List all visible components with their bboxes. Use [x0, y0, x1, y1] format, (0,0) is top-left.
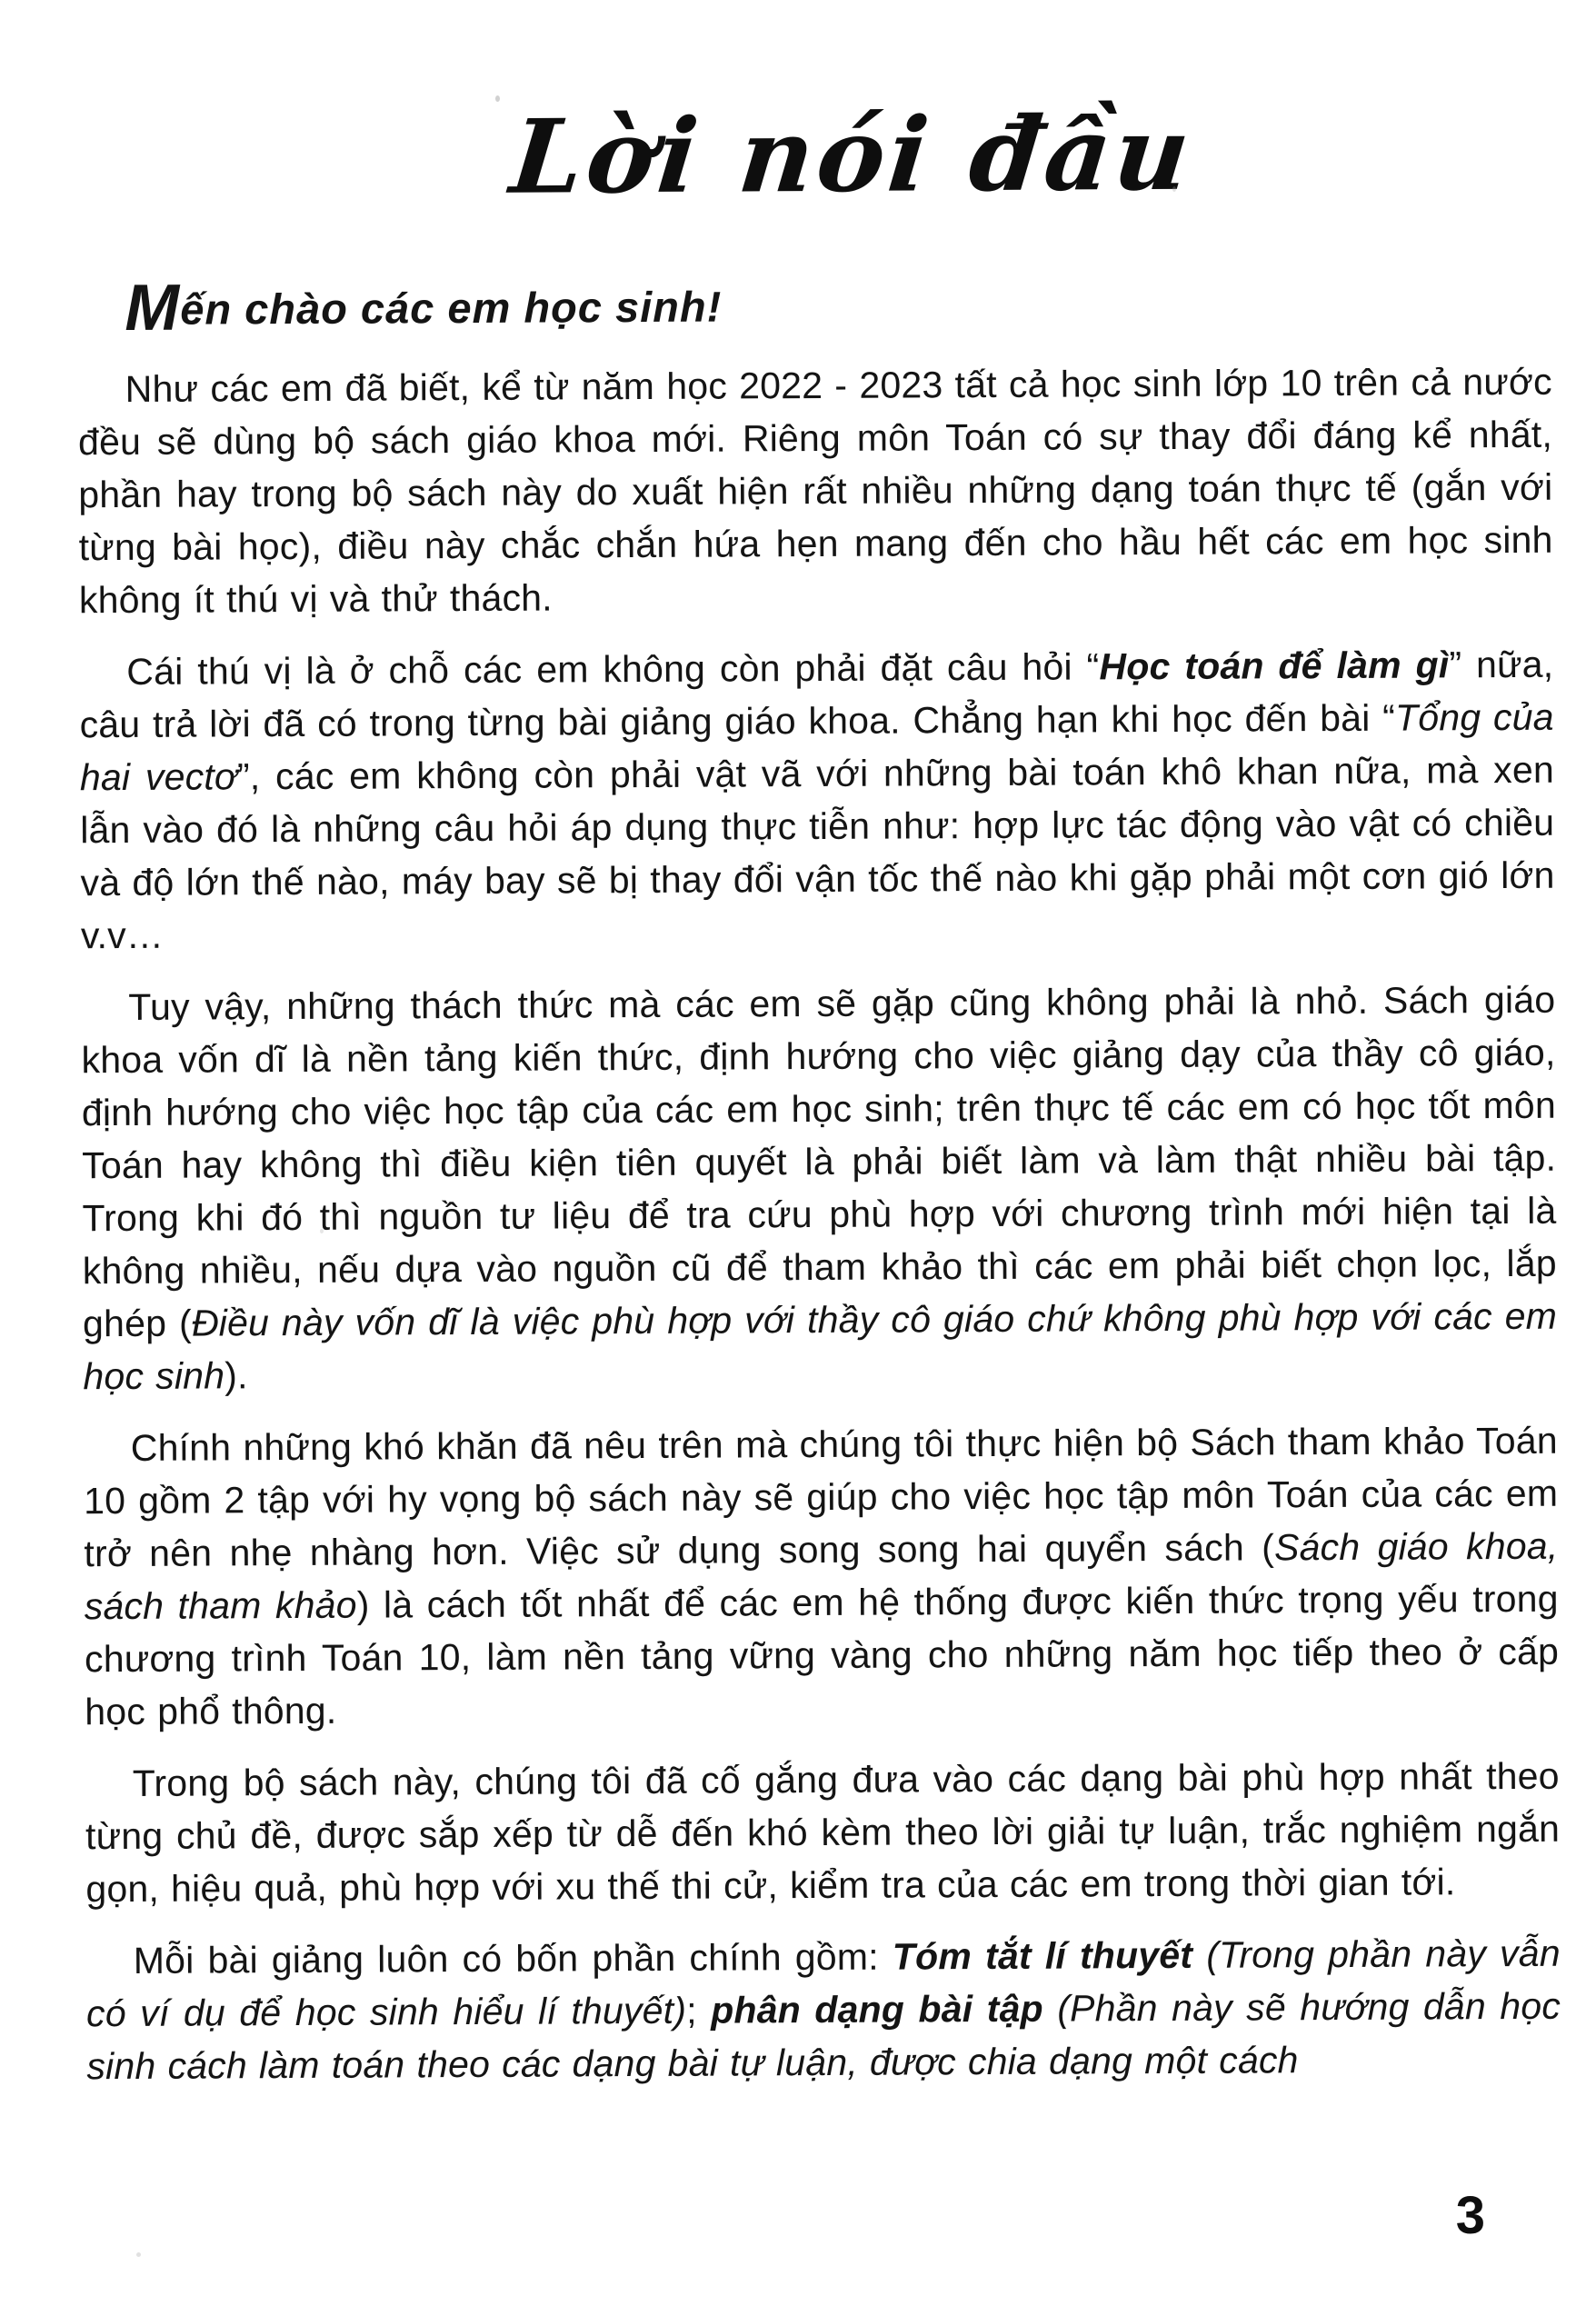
salutation-text: ến chào các em học sinh!	[180, 282, 723, 334]
text-run: …	[125, 913, 165, 957]
text-run: Như các em đã biết, kể từ năm học 2022 - 2023 tất cả học sinh lớp 10 trên cả nước đều sẽ dùng bộ sách giáo khoa mới. Riêng môn Toán có sự thay đổi đáng kể nhất, phần hay trong bộ sách này do xuất hiện rất nhiều những dạng toán thực tế (gắn với từng bài học), điều này chắc chắn hứa hẹn mang đến cho hầu hết các em học sinh không ít thú vị và thử thách.	[77, 360, 1553, 622]
scan-speck	[1172, 186, 1176, 192]
text-run: Chính những khó khăn đã nêu trên mà chúng tôi thực hiện bộ Sách tham khảo Toán 10 gồm 2 tập với hy vọng bộ sách này sẽ giúp cho việc học tập môn Toán của các em trở nên nhẹ nhàng hơn. Việc sử dụng song song hai quyển sách (	[84, 1419, 1559, 1575]
text-run: Điều này vốn dĩ là việc phù hợp với thầy cô giáo chứ không phù hợp với các em học sinh	[83, 1294, 1558, 1398]
text-run: Sách giáo khoa, sách tham khảo	[84, 1524, 1559, 1628]
paragraph-6	[86, 1927, 1561, 2092]
scan-speck	[495, 95, 500, 102]
scan-speck	[951, 1772, 954, 1777]
preface-body	[78, 355, 1561, 2092]
text-run: Cái thú vị là ở chỗ các em không còn phải đặt câu hỏi “	[126, 645, 1100, 694]
text-run: ;	[686, 1989, 712, 2031]
text-run: Mỗi bài giảng luôn có bốn phần chính gồm:	[133, 1935, 893, 1982]
text-run: Tổng của hai vectơ	[79, 695, 1554, 799]
paragraph-2	[79, 638, 1555, 962]
text-run: phân dạng bài tập	[711, 1987, 1043, 2031]
text-run: ” nữa, câu trả lời đã có trong từng bài giảng giáo khoa. Chẳng hạn khi học đến bài “	[79, 643, 1554, 746]
text-run: ”, các em không còn phải vật vã với những bài toán khô khan nữa, mà xen lẫn vào đó là những câu hỏi áp dụng thực tiễn như: hợp lực tác động vào vật có chiều và độ lớn thế nào, máy bay sẽ bị thay đổi vận tốc thế nào khi gặp phải một cơn gió lớn v.v	[80, 748, 1555, 957]
page-number: 3	[1455, 2186, 1485, 2245]
page-content	[76, 84, 1561, 2112]
paragraph-4	[84, 1414, 1560, 1738]
text-run: Tóm tắt lí thuyết	[892, 1934, 1193, 1978]
paragraph-3	[81, 973, 1557, 1403]
paragraph-5	[85, 1750, 1561, 1915]
text-run: ) là cách tốt nhất để các em hệ thống được kiến thức trọng yếu trong chương trình Toán 10, làm nền tảng vững vàng cho những năm học tiếp theo ở cấp học phổ thông.	[84, 1577, 1560, 1733]
text-run: ).	[224, 1354, 248, 1397]
scan-speck	[136, 2252, 141, 2257]
text-run: (Trong phần này vẫn có ví dụ để học sinh hiểu lí thuyết)	[85, 1932, 1561, 2035]
scan-speck	[320, 1229, 324, 1233]
paragraph-1	[78, 355, 1553, 626]
text-run: (Phần này sẽ hướng dẫn học sinh cách làm toán theo các dạng bài tự luận, được chia dạng một cách	[86, 1984, 1561, 2088]
text-run: Trong bộ sách này, chúng tôi đã cố gắng đưa vào các dạng bài phù hợp nhất theo từng chủ đề, được sắp xếp từ dễ đến khó kèm theo lời giải tự luận, trắc nghiệm ngắn gọn, hiệu quả, phù hợp với xu thế thi cử, kiểm tra của các em trong thời gian tới.	[85, 1754, 1561, 1911]
text-run: Học toán để làm gì	[1099, 644, 1450, 688]
salutation	[77, 268, 1551, 345]
salutation-initial: M	[125, 271, 181, 345]
text-run: Tuy vậy, những thách thức mà các em sẽ gặp cũng không phải là nhỏ. Sách giáo khoa vốn dĩ là nền tảng kiến thức, định hướng cho việc giảng dạy của thầy cô giáo, định hướng cho việc học tập của các em học sinh; trên thực tế các em có học tốt môn Toán hay không thì điều kiện tiên quyết là phải biết làm và làm thật nhiều bài tập. Trong khi đó thì nguồn tư liệu để tra cứu phù hợp với chương trình mới hiện tại là không nhiều, nếu dựa vào nguồn cũ để tham khảo thì các em phải biết chọn lọc, lắp ghép (	[81, 978, 1557, 1345]
page-title: Lời nói đầu	[505, 94, 1199, 217]
